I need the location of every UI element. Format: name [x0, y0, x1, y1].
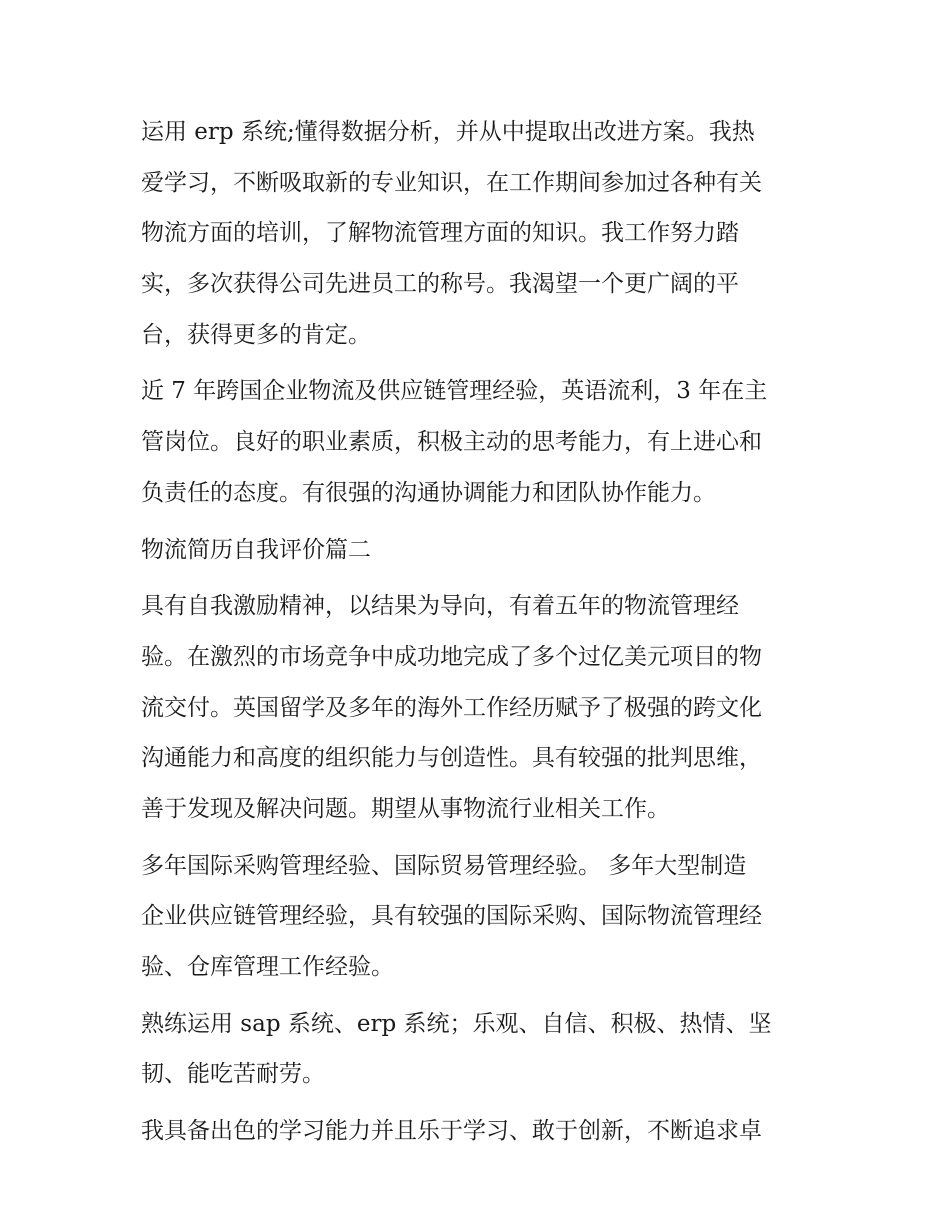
paragraph-learning-ability — [141, 1106, 821, 1157]
paragraph-self-motivation — [141, 581, 821, 834]
text-line: 近 7 年跨国企业物流及供应链管理经验，英语流利，3 年在主 — [141, 378, 768, 405]
text-line: 流交付。英国留学及多年的海外工作经历赋予了极强的跨文化 — [141, 694, 762, 721]
text-line: 爱学习，不断吸取新的专业知识，在工作期间参加过各种有关 — [141, 169, 762, 196]
text-line: 管岗位。良好的职业素质，积极主动的思考能力，有上进心和 — [141, 429, 762, 456]
text-line: 实，多次获得公司先进员工的称号。我渴望一个更广阔的平 — [141, 271, 739, 298]
text-line: 物流方面的培训，了解物流管理方面的知识。我工作努力踏 — [141, 220, 739, 247]
document-body — [141, 107, 821, 1163]
text-line: 验。在激烈的市场竞争中成功地完成了多个过亿美元项目的物 — [141, 643, 762, 670]
text-line: 沟通能力和高度的组织能力与创造性。具有较强的批判思维， — [141, 745, 762, 772]
heading-text: 物流简历自我评价篇二 — [141, 536, 371, 563]
text-line: 我具备出色的学习能力并且乐于学习、敢于创新，不断追求卓 — [141, 1118, 762, 1145]
paragraph-procurement-experience — [141, 841, 821, 993]
section-heading — [141, 525, 821, 576]
paragraph-system-skills — [141, 999, 821, 1100]
text-line: 具有自我激励精神，以结果为导向，有着五年的物流管理经 — [141, 593, 739, 620]
paragraph-experience-summary — [141, 366, 821, 518]
text-line: 负责任的态度。有很强的沟通协调能力和团队协作能力。 — [141, 479, 716, 506]
text-line: 验、仓库管理工作经验。 — [141, 954, 394, 980]
text-line: 多年国际采购管理经验、国际贸易管理经验。 多年大型制造 — [141, 852, 747, 879]
text-line: 韧、能吃苦耐劳。 — [141, 1061, 325, 1088]
text-line: 运用 erp 系统;懂得数据分析，并从中提取出改进方案。我热 — [141, 119, 755, 145]
text-line: 企业供应链管理经验，具有较强的国际采购、国际物流管理经 — [141, 903, 762, 930]
text-line: 台，获得更多的肯定。 — [141, 321, 371, 348]
text-line: 善于发现及解决问题。期望从事物流行业相关工作。 — [141, 795, 670, 822]
paragraph-erp-skills — [141, 107, 821, 360]
text-line: 熟练运用 sap 系统、erp 系统；乐观、自信、积极、热情、坚 — [141, 1010, 772, 1037]
